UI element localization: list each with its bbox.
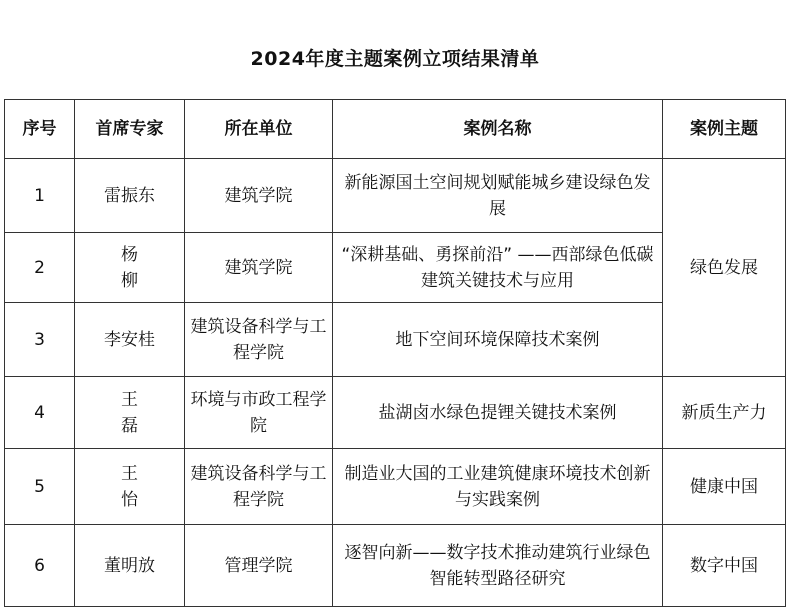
cell-expert: 雷振东 [75, 159, 185, 233]
cell-no: 3 [5, 303, 75, 377]
cell-no: 5 [5, 449, 75, 525]
cell-case-name: 逐智向新——数字技术推动建筑行业绿色智能转型路径研究 [333, 525, 663, 607]
cell-unit: 建筑学院 [185, 159, 333, 233]
page-title: 2024年度主题案例立项结果清单 [250, 48, 540, 70]
cell-topic: 新质生产力 [663, 377, 786, 449]
cell-no: 2 [5, 233, 75, 303]
cell-case-name: 新能源国土空间规划赋能城乡建设绿色发展 [333, 159, 663, 233]
cell-topic: 绿色发展 [663, 159, 786, 377]
cell-case-name: 盐湖卤水绿色提锂关键技术案例 [333, 377, 663, 449]
cell-unit: 建筑设备科学与工程学院 [185, 303, 333, 377]
cell-unit: 建筑学院 [185, 233, 333, 303]
header-topic: 案例主题 [663, 100, 786, 159]
table-row [5, 377, 786, 449]
header-no: 序号 [5, 100, 75, 159]
cell-expert: 王 磊 [75, 377, 185, 449]
table-header-row [5, 100, 786, 159]
cell-unit: 管理学院 [185, 525, 333, 607]
table-row [5, 525, 786, 607]
cell-expert: 李安桂 [75, 303, 185, 377]
cell-no: 4 [5, 377, 75, 449]
cell-case-name: 制造业大国的工业建筑健康环境技术创新与实践案例 [333, 449, 663, 525]
table-row [5, 449, 786, 525]
header-expert: 首席专家 [75, 100, 185, 159]
cell-no: 1 [5, 159, 75, 233]
cell-case-name: 地下空间环境保障技术案例 [333, 303, 663, 377]
cell-no: 6 [5, 525, 75, 607]
cell-unit: 环境与市政工程学院 [185, 377, 333, 449]
results-table [4, 99, 786, 607]
cell-topic: 健康中国 [663, 449, 786, 525]
header-unit: 所在单位 [185, 100, 333, 159]
header-case-name: 案例名称 [333, 100, 663, 159]
cell-expert: 王 怡 [75, 449, 185, 525]
table-row [5, 159, 786, 233]
cell-unit: 建筑设备科学与工程学院 [185, 449, 333, 525]
cell-expert: 杨 柳 [75, 233, 185, 303]
cell-topic: 数字中国 [663, 525, 786, 607]
cell-case-name: “深耕基础、勇探前沿” ——西部绿色低碳建筑关键技术与应用 [333, 233, 663, 303]
cell-expert: 董明放 [75, 525, 185, 607]
